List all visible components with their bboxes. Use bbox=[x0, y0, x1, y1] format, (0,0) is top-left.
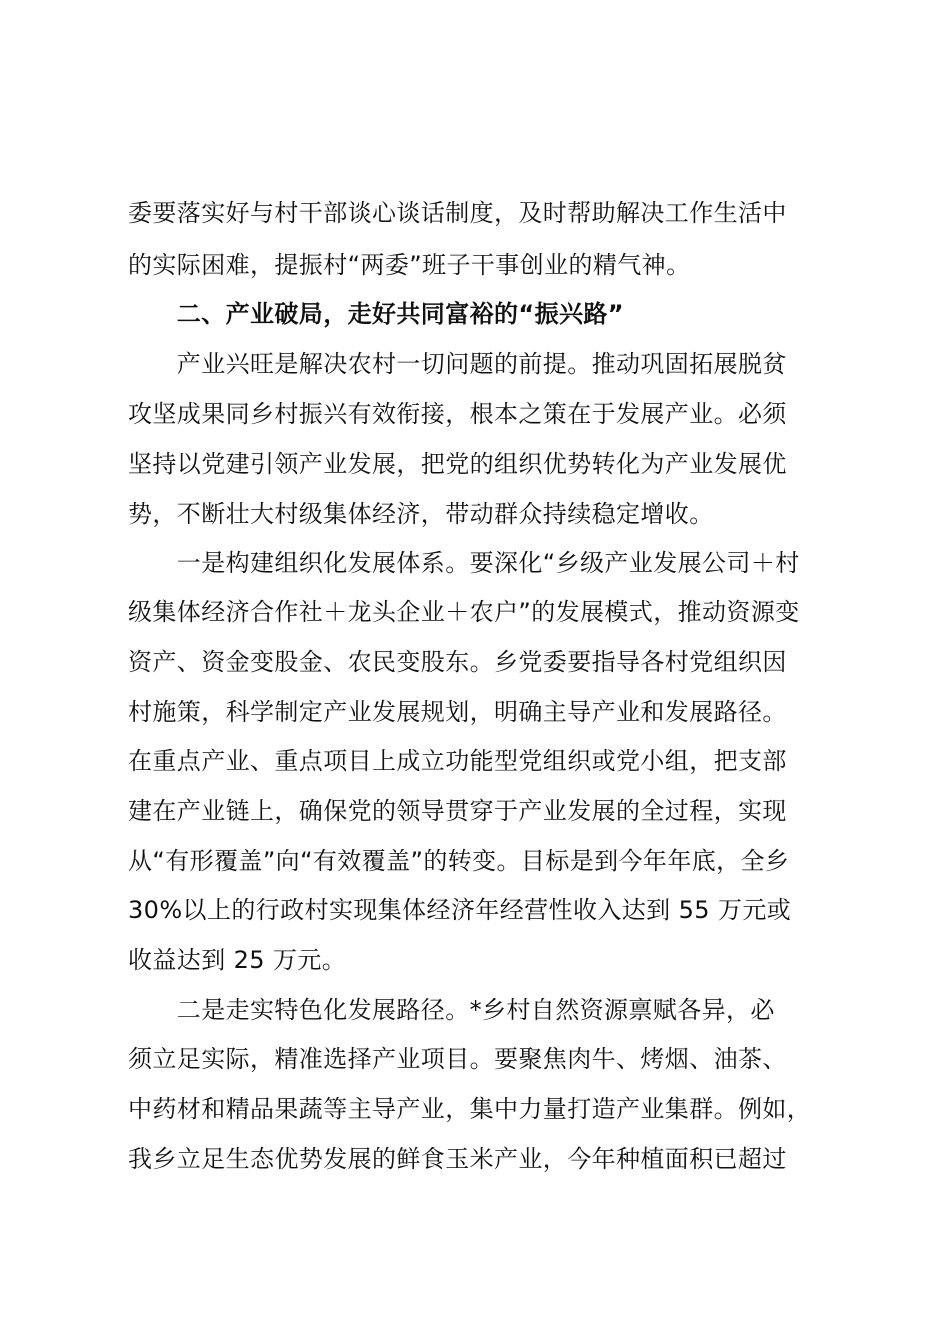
text-line: 从“有形覆盖”向“有效覆盖”的转变。目标是到今年年底，全乡 bbox=[128, 847, 790, 875]
text-line: 建在产业链上，确保党的领导贯穿于产业发展的全过程，实现 bbox=[128, 797, 787, 825]
text-line: 势，不断壮大村级集体经济，带动群众持续稳定增收。 bbox=[128, 500, 714, 528]
text-line: 在重点产业、重点项目上成立功能型党组织或党小组，把支部 bbox=[128, 747, 787, 775]
text-line: 委要落实好与村干部谈心谈话制度，及时帮助解决工作生活中 bbox=[128, 199, 787, 227]
text-line: 中药材和精品果蔬等主导产业，集中力量打造产业集群。例如， bbox=[128, 1095, 812, 1123]
text-line: 我乡立足生态优势发展的鲜食玉米产业，今年种植面积已超过 bbox=[128, 1145, 787, 1173]
section-heading: 二、产业破局，走好共同富裕的“振兴路” bbox=[128, 300, 624, 328]
text-line: 级集体经济合作社＋龙头企业＋农户”的发展模式，推动资源变 bbox=[128, 598, 800, 626]
text-line: 收益达到 25 万元。 bbox=[128, 946, 347, 974]
text-line: 须立足实际，精准选择产业项目。要聚焦肉牛、烤烟、油茶、 bbox=[128, 1045, 787, 1073]
text-line: 的实际困难，提振村“两委”班子干事创业的精气神。 bbox=[128, 251, 691, 279]
text-line: 村施策，科学制定产业发展规划，明确主导产业和发展路径。 bbox=[128, 698, 787, 726]
text-line: 二是走实特色化发展路径。*乡村自然资源禀赋各异，必 bbox=[128, 996, 775, 1024]
text-line: 坚持以党建引领产业发展，把党的组织优势转化为产业发展优 bbox=[128, 450, 787, 478]
text-line: 攻坚成果同乡村振兴有效衔接，根本之策在于发展产业。必须 bbox=[128, 400, 787, 428]
text-line: 产业兴旺是解决农村一切问题的前提。推动巩固拓展脱贫 bbox=[128, 350, 787, 378]
text-line: 30%以上的行政村实现集体经济年经营性收入达到 55 万元或 bbox=[128, 896, 792, 924]
text-line: 资产、资金变股金、农民变股东。乡党委要指导各村党组织因 bbox=[128, 648, 787, 676]
text-line: 一是构建组织化发展体系。要深化“乡级产业发展公司＋村 bbox=[128, 549, 800, 577]
